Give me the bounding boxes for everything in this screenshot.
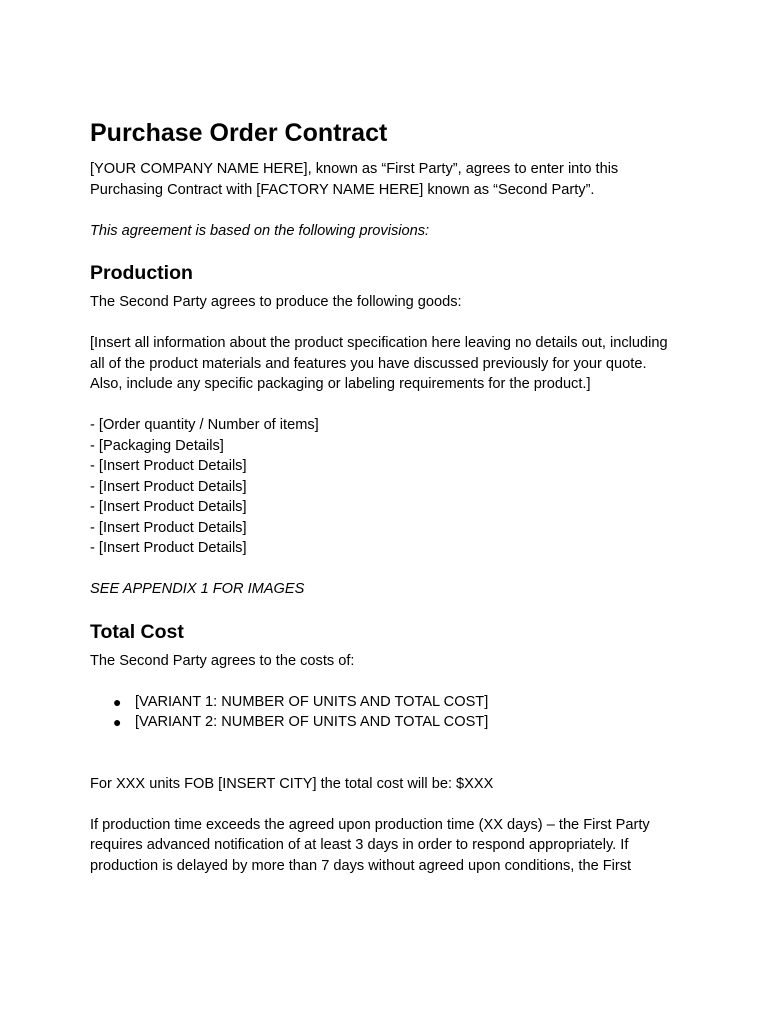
list-item xyxy=(90,692,680,713)
production-lead: The Second Party agrees to produce the following goods: xyxy=(90,294,462,310)
product-spec-paragraph: [Insert all information about the product specification here leaving no details out, including all of the product materials and features you have discussed previously for your quote. Also, include any specific packaging or labeling requirements for the product.] xyxy=(90,335,668,392)
appendix-note: SEE APPENDIX 1 FOR IMAGES xyxy=(90,581,305,597)
provisions-note: This agreement is based on the following provisions: xyxy=(90,222,430,239)
variant-label: [VARIANT 2: NUMBER OF UNITS AND TOTAL COST] xyxy=(135,714,489,730)
list-item: - [Insert Product Details] xyxy=(90,458,247,474)
spacer xyxy=(90,313,680,334)
fob-line: For XXX units FOB [INSERT CITY] the total cost will be: $XXX xyxy=(90,775,494,792)
document-page xyxy=(90,117,680,876)
spacer xyxy=(90,241,680,260)
bullet-icon: ● xyxy=(113,714,122,730)
spacer xyxy=(90,794,680,815)
spacer xyxy=(90,600,680,619)
list-item: - [Insert Product Details] xyxy=(90,499,247,515)
total-cost-lead: The Second Party agrees to the costs of: xyxy=(90,652,355,669)
production-heading: Production xyxy=(90,262,193,284)
list-item: - [Insert Product Details] xyxy=(90,478,247,495)
list-item xyxy=(90,712,680,733)
variant-label: [VARIANT 1: NUMBER OF UNITS AND TOTAL COST] xyxy=(135,693,489,710)
variant-list xyxy=(90,692,680,733)
list-item: - [Packaging Details] xyxy=(90,437,224,454)
spacer xyxy=(90,753,680,774)
list-item: - [Insert Product Details] xyxy=(90,540,247,556)
spacer xyxy=(90,733,680,754)
document-title: Purchase Order Contract xyxy=(90,119,388,147)
spacer xyxy=(90,200,680,221)
list-item: - [Order quantity / Number of items] xyxy=(90,417,319,433)
spacer xyxy=(90,395,680,416)
product-details-list xyxy=(90,415,680,559)
spacer xyxy=(90,559,680,580)
list-item: - [Insert Product Details] xyxy=(90,519,247,536)
intro-paragraph: [YOUR COMPANY NAME HERE], known as “First Party”, agrees to enter into this Purchasing Contract with [FACTORY NAME HERE] known as “Second Party”. xyxy=(90,161,619,198)
total-cost-heading: Total Cost xyxy=(90,620,184,643)
spacer xyxy=(90,671,680,692)
delay-paragraph: If production time exceeds the agreed upon production time (XX days) – the First Party requires advanced notification of at least 3 days in order to respond appropriately. If production is delayed by more than 7 days without agreed upon conditions, the First xyxy=(90,816,650,874)
bullet-icon: ● xyxy=(113,693,122,710)
